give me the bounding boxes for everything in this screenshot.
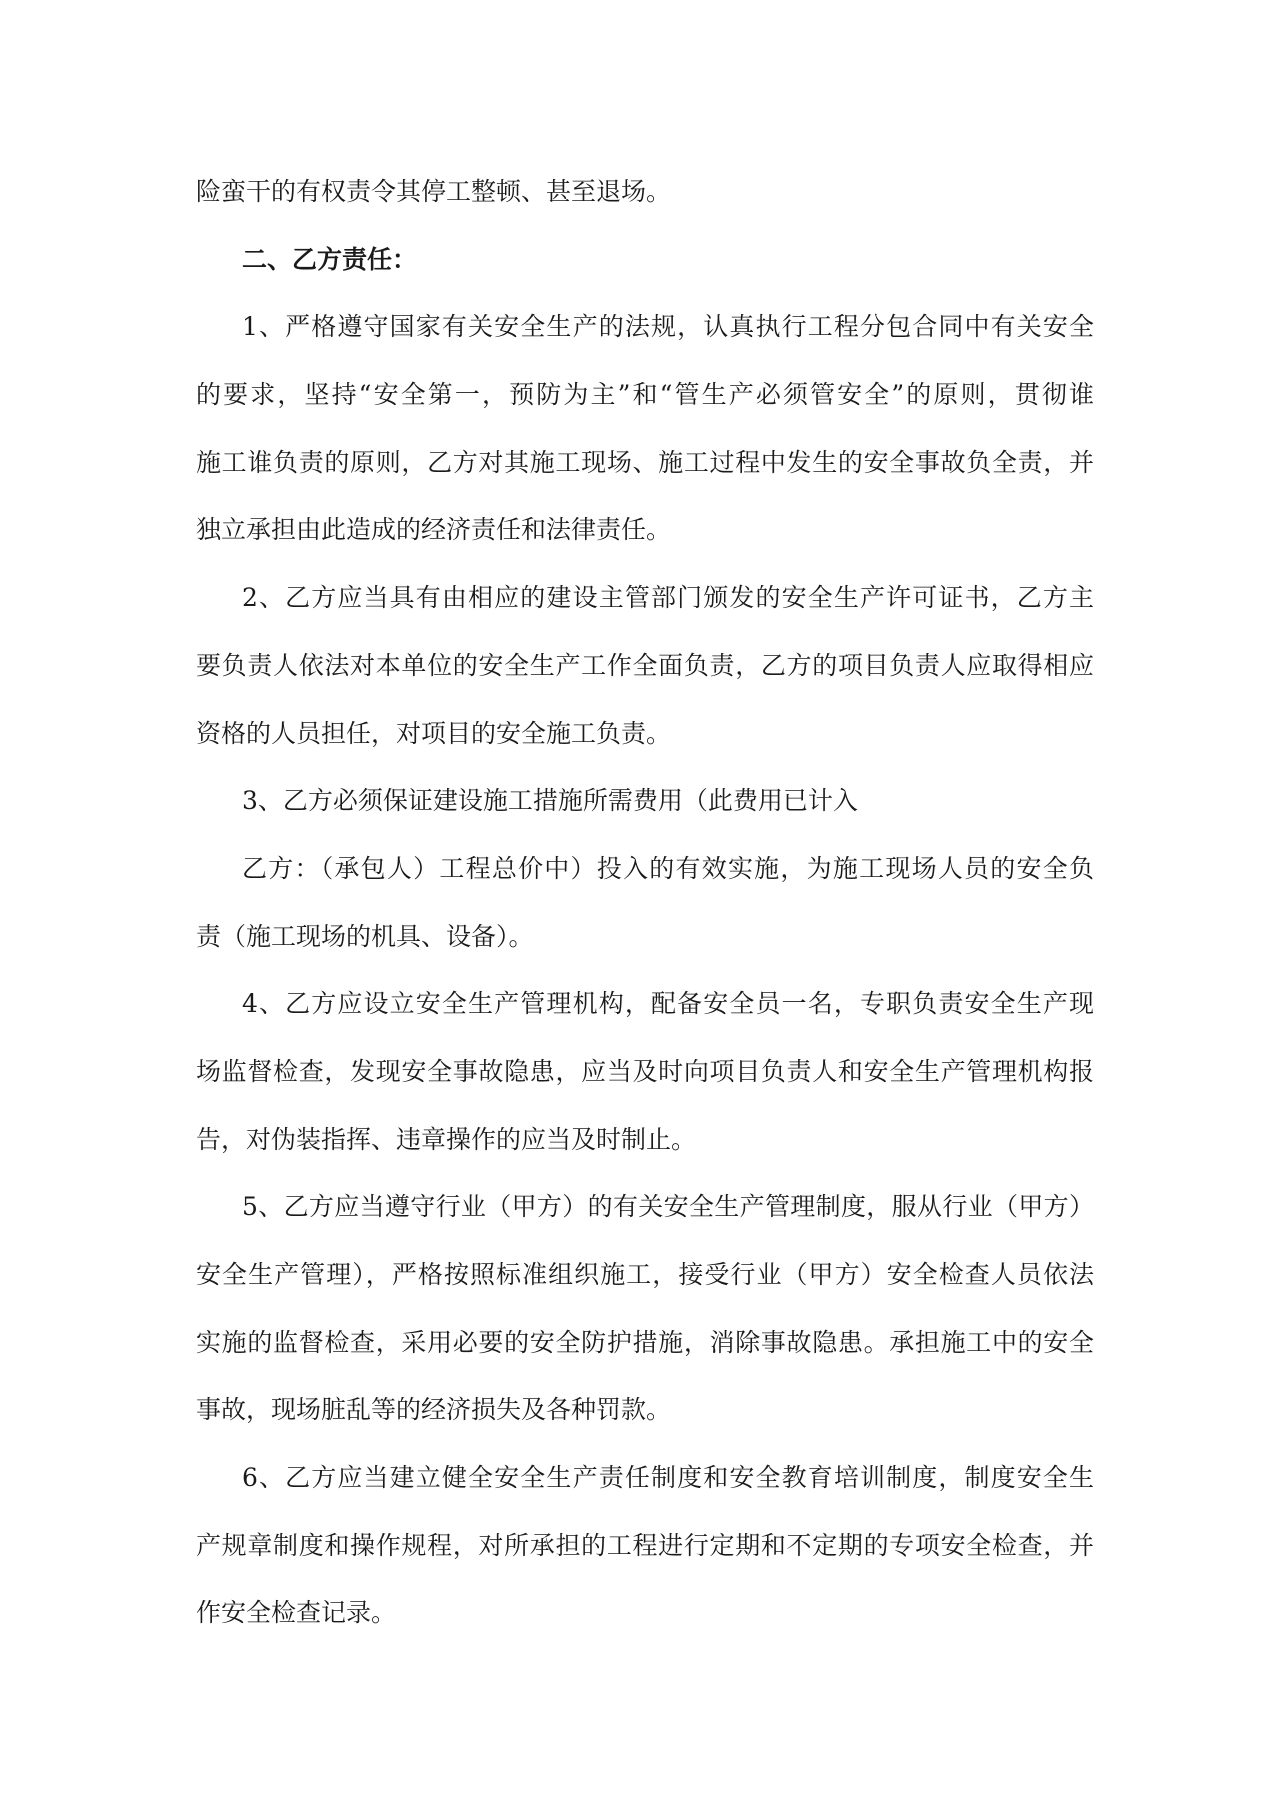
text-line: 实施的监督检查，采用必要的安全防护措施，消除事故隐患。承担施工中的安全 xyxy=(196,1327,1094,1357)
text-line: 独立承担由此造成的经济责任和法律责任。 xyxy=(196,515,672,545)
text-line: 产规章制度和操作规程，对所承担的工程进行定期和不定期的专项安全检查，并 xyxy=(196,1530,1094,1560)
text-line: 险蛮干的有权责令其停工整顿、甚至退场。 xyxy=(196,177,672,206)
text-line: 2、乙方应当具有由相应的建设主管部门颁发的安全生产许可证书，乙方主 xyxy=(242,583,1094,613)
document-page xyxy=(196,158,1094,1647)
text-line: 要负责人依法对本单位的安全生产工作全面负责，乙方的项目负责人应取得相应 xyxy=(196,650,1094,680)
text-line: 施工谁负责的原则，乙方对其施工现场、施工过程中发生的安全事故负全责，并 xyxy=(196,447,1094,477)
text-line: 作安全检查记录。 xyxy=(196,1598,397,1628)
text-line: 告，对伪装指挥、违章操作的应当及时制止。 xyxy=(196,1124,697,1154)
section-heading: 二、乙方责任： xyxy=(242,244,418,274)
text-line: 事故，现场脏乱等的经济损失及各种罚款。 xyxy=(196,1395,672,1425)
text-line: 资格的人员担任，对项目的安全施工负责。 xyxy=(196,718,672,748)
text-line: 1、严格遵守国家有关安全生产的法规，认真执行工程分包合同中有关安全 xyxy=(242,312,1094,342)
text-line: 安全生产管理），严格按照标准组织施工，接受行业（甲方）安全检查人员依法 xyxy=(196,1260,1094,1289)
text-line: 责（施工现场的机具、设备）。 xyxy=(196,921,534,951)
text-line: 乙方：（承包人）工程总价中）投入的有效实施，为施工现场人员的安全负 xyxy=(242,853,1094,883)
text-line: 4、乙方应设立安全生产管理机构，配备安全员一名，专职负责安全生产现 xyxy=(242,989,1094,1019)
text-line: 的要求，坚持“安全第一，预防为主”和“管生产必须管安全”的原则，贯彻谁 xyxy=(196,380,1094,410)
text-line: 场监督检查，发现安全事故隐患，应当及时向项目负责人和安全生产管理机构报 xyxy=(196,1056,1094,1086)
text-line: 3、乙方必须保证建设施工措施所需费用（此费用已计入 xyxy=(242,786,858,816)
text-line: 6、乙方应当建立健全安全生产责任制度和安全教育培训制度，制度安全生 xyxy=(242,1463,1094,1493)
text-line: 5、乙方应当遵守行业（甲方）的有关安全生产管理制度，服从行业（甲方） xyxy=(242,1192,1094,1222)
